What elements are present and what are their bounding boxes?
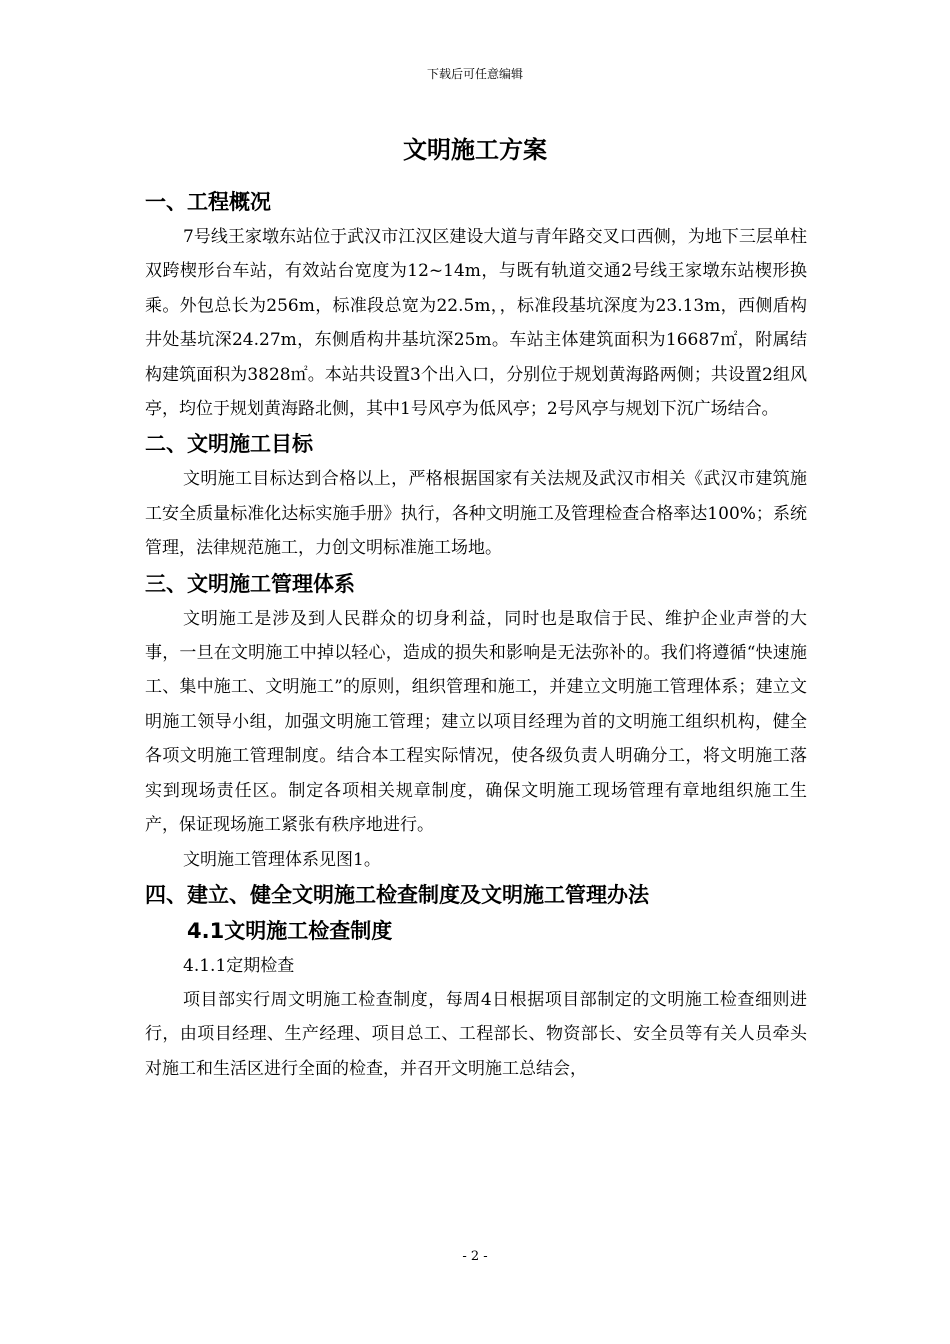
paragraph-management-system: 文明施工是涉及到人民群众的切身利益，同时也是取信于民、维护企业声誉的大事，一旦在文明施工中掉以轻心，造成的损失和影响是无法弥补的。我们将遵循“快速施工、集中施工、文明施工”的原则，组织管理和施工，并建立文明施工管理体系；建立文明施工领导小组，加强文明施工管理；建立以项目经理为首的文明施工组织机构，健全各项文明施工管理制度。结合本工程实际情况，使各级负责人明确分工，将文明施工落实到现场责任区。制定各项相关规章制度，确保文明施工现场管理有章地组织施工生产，保证现场施工紧张有秩序地进行。 bbox=[145, 608, 807, 836]
section-heading-goals: 二、文明施工目标 bbox=[145, 432, 313, 457]
document-body bbox=[145, 184, 807, 1086]
paragraph-overview: 7号线王家墩东站位于武汉市江汉区建设大道与青年路交叉口西侧，为地下三层单柱双跨楔形台车站，有效站台宽度为12~14m，与既有轨道交通2号线王家墩东站楔形换乘。外包总长为256m，标准段总宽为22.5m，，标准段基坑深度为23.13m，西侧盾构井处基坑深24.27m，东侧盾构井基坑深25m。车站主体建筑面积为16687㎡，附属结构建筑面积为3828㎡。本站共设置3个出入口，分别位于规划黄海路两侧；共设置2组风亭，均位于规划黄海路北侧，其中1号风亭为低风亭；2号风亭与规划下沉广场结合。 bbox=[145, 227, 807, 420]
item-heading-periodic-inspection: 4.1.1定期检查 bbox=[183, 955, 295, 976]
paragraph-periodic-inspection: 项目部实行周文明施工检查制度，每周4日根据项目部制定的文明施工检查细则进行，由项目经理、生产经理、项目总工、工程部长、物资部长、安全员等有关人员牵头对施工和生活区进行全面的检查，并召开文明施工总结会， bbox=[145, 989, 807, 1079]
page-number: - 2 - bbox=[462, 1249, 488, 1264]
document-title: 文明施工方案 bbox=[403, 136, 547, 164]
page-header-note: 下载后可任意编辑 bbox=[426, 67, 523, 81]
section-heading-inspection: 四、建立、健全文明施工检查制度及文明施工管理办法 bbox=[145, 882, 649, 907]
section-heading-management-system: 三、文明施工管理体系 bbox=[145, 571, 355, 596]
paragraph-figure-reference: 文明施工管理体系见图1。 bbox=[183, 849, 381, 870]
subsection-heading-inspection-system: 4.1文明施工检查制度 bbox=[187, 918, 393, 943]
section-heading-overview: 一、工程概况 bbox=[145, 190, 271, 214]
paragraph-goals: 文明施工目标达到合格以上，严格根据国家有关法规及武汉市相关《武汉市建筑施工安全质量标准化达标实施手册》执行，各种文明施工及管理检查合格率达100%；系统管理，法律规范施工，力创文明标准施工场地。 bbox=[145, 469, 807, 559]
